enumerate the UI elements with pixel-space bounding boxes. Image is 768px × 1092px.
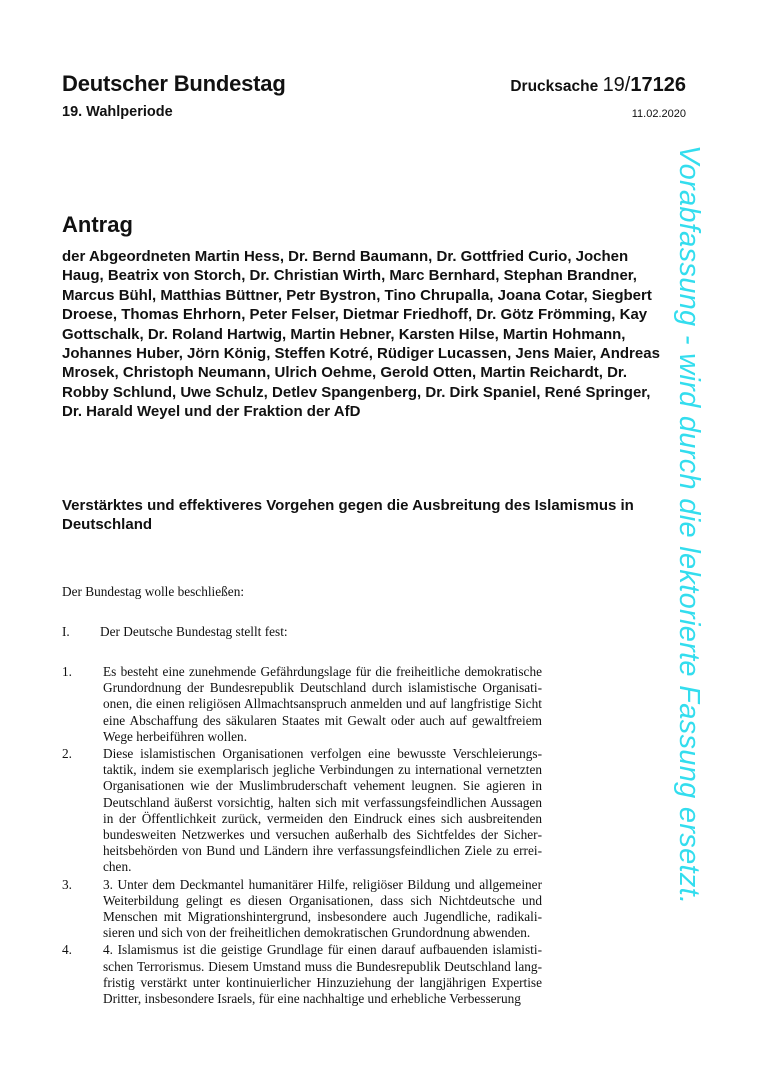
list-item-number: 4. <box>62 942 72 958</box>
draft-watermark: Vorabfassung - wird durch die lektorierte Fassung ersetzt. <box>673 145 705 905</box>
list-item <box>62 746 542 876</box>
drucksache-number <box>510 72 686 100</box>
list-item <box>62 877 542 942</box>
section-text: Der Deutsche Bundestag stellt fest: <box>100 624 288 639</box>
section-heading <box>62 624 288 640</box>
header-left <box>62 70 286 120</box>
list-item-text: Es besteht eine zunehmende Gefährdungslage für die freiheitliche demokratische Grundordnung der Bundesrepublik Deutschland durch islamistische Organisationen, die einen religiösen Allmachtsanspruch anmelden und auf langfristige Sicht eine Abschaffung des säkularen Staates mit Gewalt oder auch auf gewaltfreiem Wege herbeiführen wollen. <box>103 664 542 744</box>
list-item <box>62 942 542 1007</box>
header-right <box>510 72 686 120</box>
document-type: Antrag <box>62 212 133 237</box>
electoral-period: 19. Wahlperiode <box>62 104 173 120</box>
drucksache-prefix: 19/ <box>602 74 631 96</box>
institution-title: Deutscher Bundestag <box>62 71 286 96</box>
document-date: 11.02.2020 <box>631 108 686 120</box>
list-item-text: 3. Unter dem Deckmantel humanitärer Hilfe, religiöser Bildung und allgemeiner Weiterbildung gelingt es diesen Organisationen, dass sich Nichtdeutsche und Menschen mit Migrationshintergrund, insbesondere auch Jugendliche, radikalisieren und sich von der freiheitlichen demokratischen Grundordnung abwenden. <box>103 876 542 941</box>
intro-text: Der Bundestag wolle beschließen: <box>62 584 245 599</box>
authors-list: der Abgeordneten Martin Hess, Dr. Bernd Baumann, Dr. Gottfried Curio, Jochen Haug, Beatrix von Storch, Dr. Christian Wirth, Marc Bernhard, Stephan Brandner, Marcus Bühl, Matthias Büttner, Petr Bystron, Tino Chrupalla, Joana Cotar, Siegbert Droese, Thomas Ehrhorn, Peter Felser, Dietmar Friedhoff, Dr. Götz Frömming, Kay Gottschalk, Dr. Roland Hartwig, Martin Hebner, Karsten Hilse, Martin Hohmann, Johannes Huber, Jörn König, Steffen Kotré, Rüdiger Lucassen, Jens Maier, Andreas Mrosek, Christoph Neumann, Ulrich Oehme, Gerold Otten, Martin Reichardt, Dr. Robby Schlund, Uwe Schulz, Detlev Spangenberg, Dr. Dirk Spaniel, René Springer, Dr. Harald Weyel und der Fraktion der AfD <box>62 248 660 421</box>
motion-title: Verstärktes und effektiveres Vorgehen gegen die Ausbreitung des Islamismus in Deutschland <box>62 497 634 534</box>
list-item-number: 1. <box>62 664 72 679</box>
list-item-text: Diese islamistischen Organisationen verfolgen eine bewusste Verschleierungstaktik, indem sie exemplarisch jegliche Verbindungen zu international vernetzten Organisationen wie der Muslimbruderschaft vehement leugnen. Sie agieren in Deutschland äußerst vorsichtig, halten sich mit verfassungsfeindlichen Aussagen in der Öffentlichkeit zurück, vermeiden den Eindruck eines sich ausbreitenden bundesweiten Netzwerkes und versuchen außerhalb des Sichtfeldes der Sicherheitsbehörden von Bund und Ländern ihre verfassungsfeindlichen Ziele zu erreichen. <box>103 746 542 875</box>
drucksache-label: Drucksache <box>510 78 599 95</box>
list-item <box>62 664 542 745</box>
list-item-text: 4. Islamismus ist die geistige Grundlage für einen darauf aufbauenden islamistischen Terrorismus. Diesem Umstand muss die Bundesrepublik Deutschland langfristig verstärkt unter kontinuierlicher Hinzuziehung der langjährigen Expertise Dritter, insbesondere Israels, für eine nachhaltige und erhebliche Verbesserung <box>103 942 542 1007</box>
list-item-number: 2. <box>62 746 72 762</box>
numbered-list <box>62 664 542 1008</box>
drucksache-id: 17126 <box>630 74 686 96</box>
list-item-number: 3. <box>62 876 72 892</box>
section-number: I. <box>62 624 70 639</box>
